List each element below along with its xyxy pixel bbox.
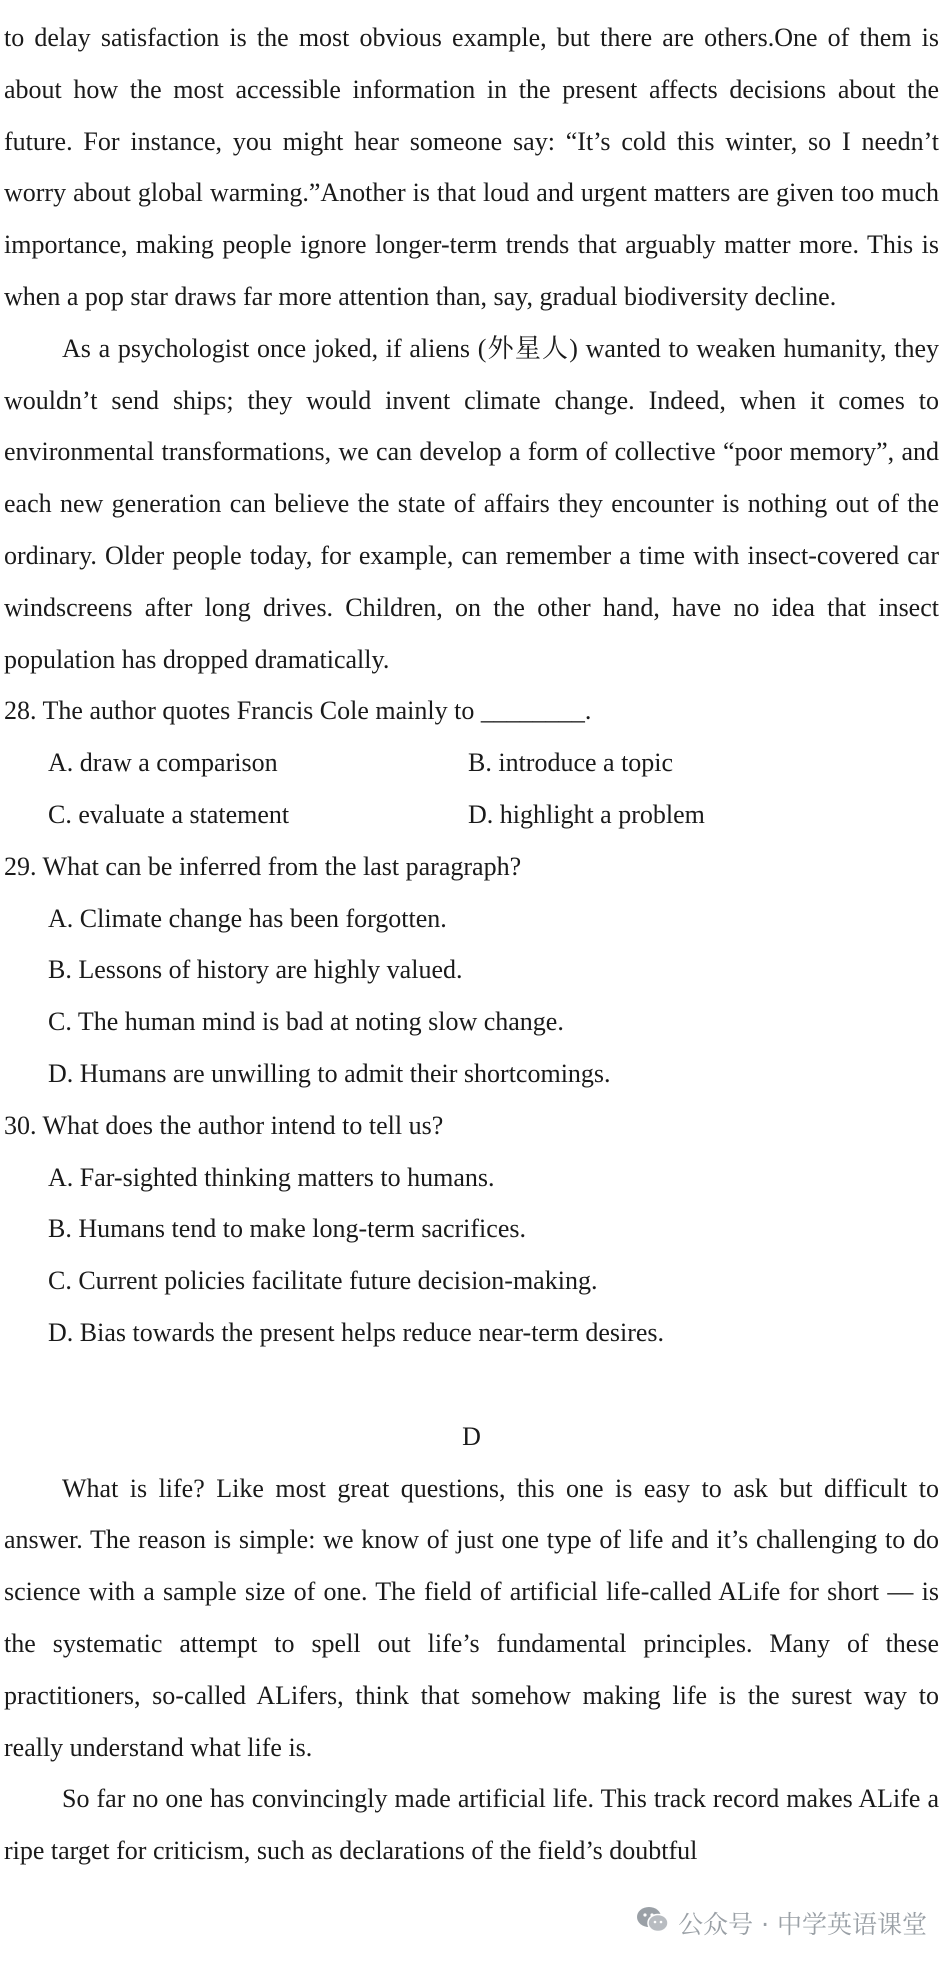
question-28-option-b: B. introduce a topic xyxy=(468,748,674,778)
passage-c-paragraph-2: As a psychologist once joked, if aliens (外星人) wanted to weaken humanity, they wouldn’t send ships; they would invent climate change. Indeed, when it comes to environmental transformations, we can develop a form of collective “poor memory”, and each new generation can believe the state of affairs they encounter is nothing out of the ordinary. Older people today, for example, can remember a time with insect-covered car windscreens after long drives. Children, on the other hand, have no idea that insect population has dropped dramatically. xyxy=(4,333,939,674)
wechat-watermark xyxy=(632,1903,931,1943)
question-29-stem: 29. What can be inferred from the last paragraph? xyxy=(4,851,522,881)
question-29-option-b: B. Lessons of history are highly valued. xyxy=(48,955,463,985)
question-30 xyxy=(4,1100,939,1359)
section-d-heading: D xyxy=(462,1421,481,1451)
question-30-option-d: D. Bias towards the present helps reduce near-term desires. xyxy=(48,1317,665,1347)
question-28-stem: 28. The author quotes Francis Cole mainly to ________. xyxy=(4,696,592,726)
question-28-options xyxy=(4,737,939,841)
passage-d-paragraph-2: So far no one has convincingly made artificial life. This track record makes ALife a ripe target for criticism, such as declarations of the field’s doubtful xyxy=(4,1784,939,1866)
watermark-text: 公众号 · 中学英语课堂 xyxy=(678,1910,927,1939)
question-30-stem: 30. What does the author intend to tell us? xyxy=(4,1110,444,1140)
question-30-option-a: A. Far-sighted thinking matters to humans. xyxy=(48,1162,495,1192)
question-29 xyxy=(4,841,939,1100)
passage-c-paragraph-1: to delay satisfaction is the most obvious example, but there are others.One of them is about how the most accessible information in the present affects decisions about the future. For instance, you might hear someone say: “It’s cold this winter, so I needn’t worry about global warming.”Another is that loud and urgent matters are given too much importance, making people ignore longer-term trends that arguably matter more. This is when a pop star draws far more attention than, say, gradual biodiversity decline. xyxy=(4,23,939,311)
question-30-option-b: B. Humans tend to make long-term sacrifices. xyxy=(48,1214,526,1244)
question-29-option-a: A. Climate change has been forgotten. xyxy=(48,903,447,933)
question-29-option-c: C. The human mind is bad at noting slow change. xyxy=(48,1007,564,1037)
section-spacer xyxy=(4,1359,939,1411)
question-30-option-c: C. Current policies facilitate future decision-making. xyxy=(48,1266,598,1296)
wechat-icon xyxy=(636,1905,670,1941)
question-28-option-c: C. evaluate a statement xyxy=(48,799,290,829)
question-28 xyxy=(4,685,939,840)
question-29-option-d: D. Humans are unwilling to admit their shortcomings. xyxy=(48,1058,611,1088)
question-28-option-d: D. highlight a problem xyxy=(468,799,705,829)
question-28-option-a: A. draw a comparison xyxy=(48,748,278,778)
passage-d-paragraph-1: What is life? Like most great questions, this one is easy to ask but difficult to answer. The reason is simple: we know of just one type of life and it’s challenging to do science with a sample size of one. The field of artificial life-called ALife for short — is the systematic attempt to spell out life’s fundamental principles. Many of these practitioners, so-called ALifers, think that somehow making life is the surest way to really understand what life is. xyxy=(4,1473,939,1762)
